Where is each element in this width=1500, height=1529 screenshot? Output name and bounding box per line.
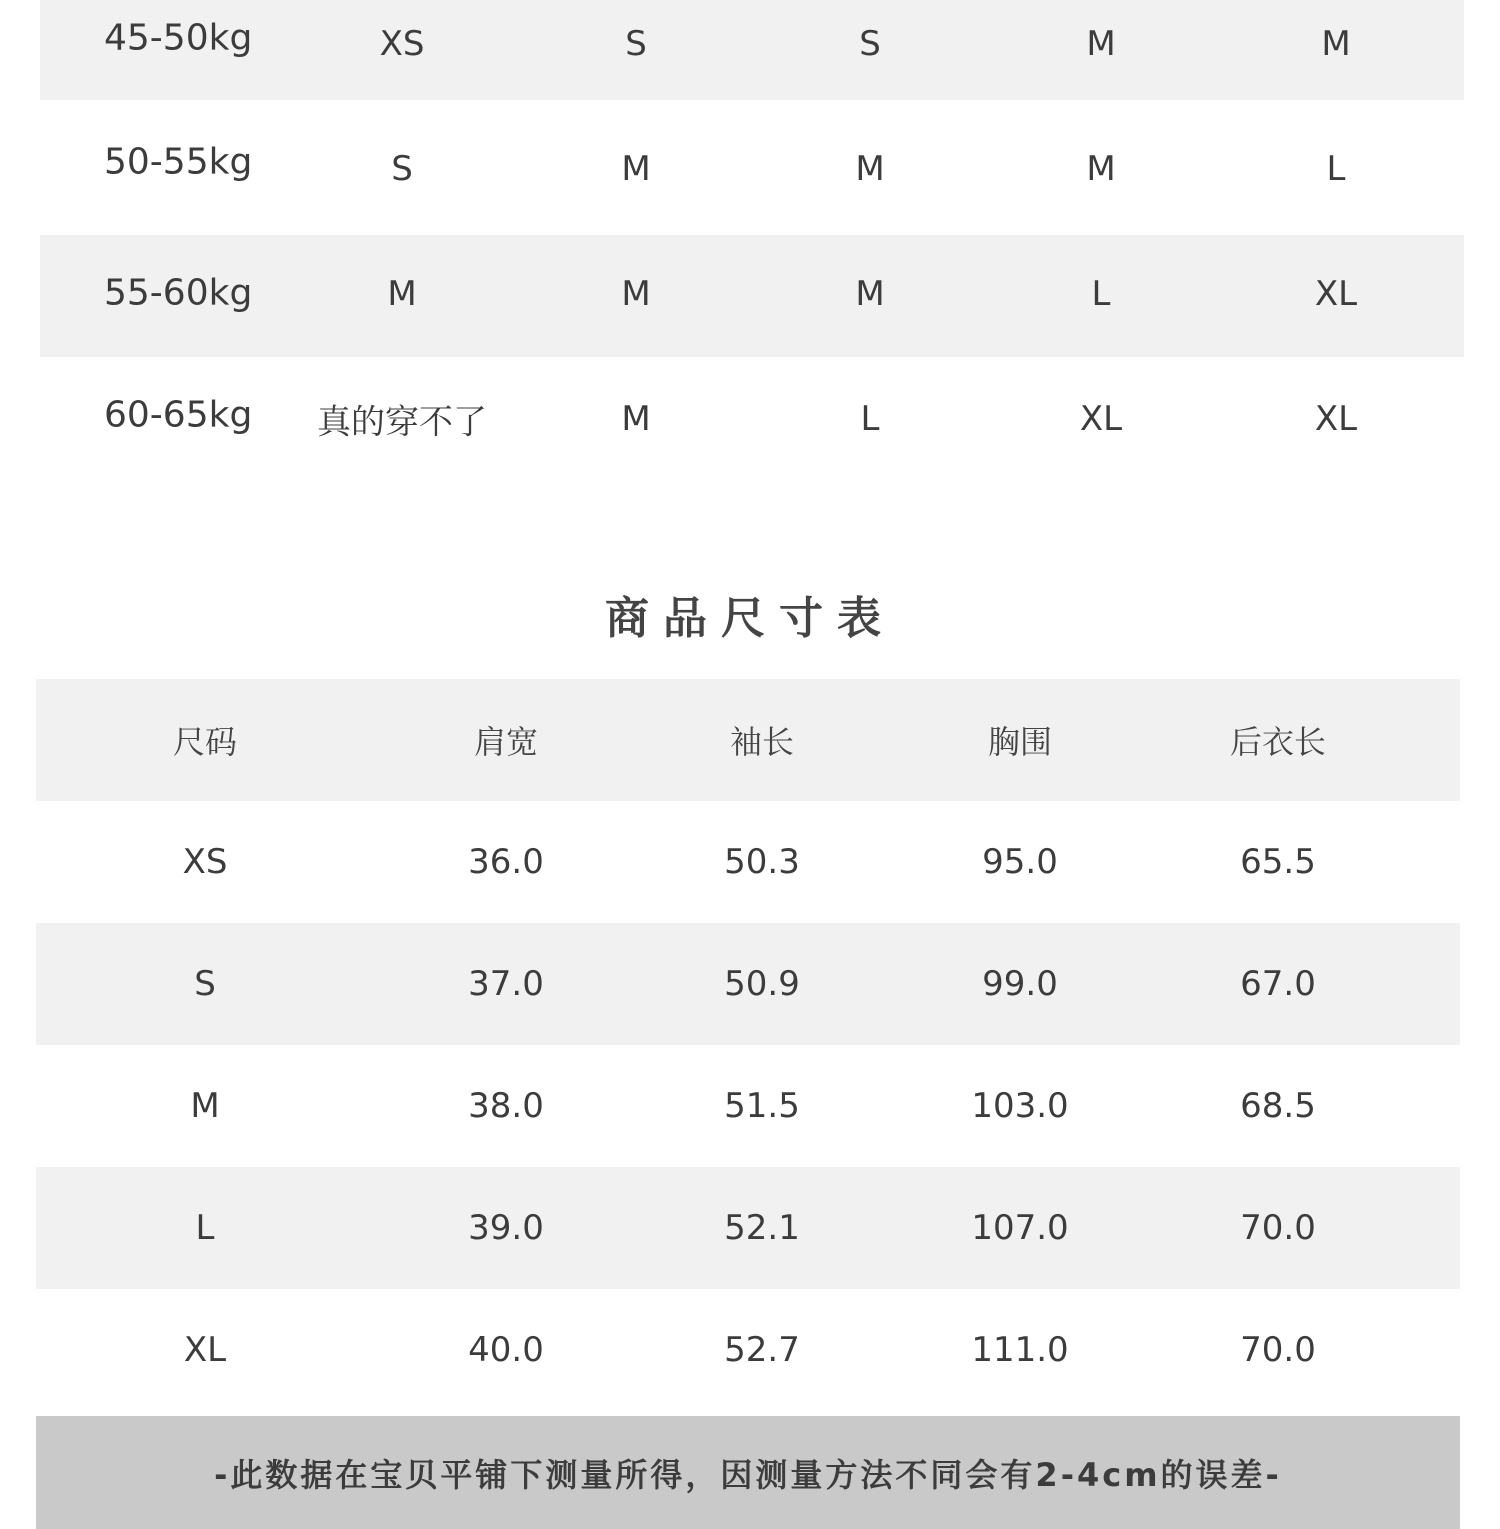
table-row xyxy=(40,235,1464,357)
measurement-cell: 52.1 xyxy=(724,1208,800,1248)
weight-range: 50-55kg xyxy=(104,141,253,183)
size-cell: XL xyxy=(1079,399,1123,439)
measurement-cell: 38.0 xyxy=(468,1086,544,1126)
measurement-note-bar xyxy=(36,1416,1460,1529)
size-label: XL xyxy=(183,1330,227,1370)
size-cell: M xyxy=(855,274,885,314)
size-cell: M xyxy=(621,149,651,189)
size-cell: XS xyxy=(379,24,425,64)
column-header: 袖长 xyxy=(729,723,795,761)
table-row xyxy=(36,1289,1460,1411)
size-recommendation-table xyxy=(40,0,1464,487)
measurement-cell: 50.9 xyxy=(724,964,800,1004)
measurement-cell: 51.5 xyxy=(724,1086,800,1126)
table-row xyxy=(36,1167,1460,1289)
size-cell: M xyxy=(1086,24,1116,64)
table-row xyxy=(36,923,1460,1045)
size-cell: L xyxy=(1326,149,1346,189)
table-row xyxy=(36,1045,1460,1167)
table-row xyxy=(40,0,1464,100)
measurement-cell: 107.0 xyxy=(971,1208,1069,1248)
size-chart-table xyxy=(36,679,1460,1411)
measurement-cell: 50.3 xyxy=(724,842,800,882)
column-header: 尺码 xyxy=(172,723,238,761)
measurement-cell: 52.7 xyxy=(724,1330,800,1370)
column-header: 胸围 xyxy=(987,723,1053,761)
size-chart-title: 商品尺寸表 xyxy=(605,593,895,644)
table-row xyxy=(40,357,1464,487)
size-label: XS xyxy=(182,842,228,882)
weight-range: 55-60kg xyxy=(104,272,253,314)
table-row xyxy=(40,100,1464,235)
size-cell: L xyxy=(1091,274,1111,314)
size-cell: S xyxy=(859,24,881,64)
size-cell: S xyxy=(625,24,647,64)
size-cell: M xyxy=(387,274,417,314)
column-header: 肩宽 xyxy=(473,723,539,761)
measurement-cell: 68.5 xyxy=(1240,1086,1316,1126)
table-row xyxy=(36,801,1460,923)
measurement-cell: 37.0 xyxy=(468,964,544,1004)
measurement-cell: 65.5 xyxy=(1240,842,1316,882)
size-cell: 真的穿不了 xyxy=(317,402,487,443)
size-cell: M xyxy=(855,149,885,189)
size-label: S xyxy=(194,964,216,1004)
measurement-cell: 39.0 xyxy=(468,1208,544,1248)
weight-range: 60-65kg xyxy=(104,394,253,436)
size-cell: L xyxy=(860,399,880,439)
size-cell: S xyxy=(391,149,413,189)
measurement-cell: 67.0 xyxy=(1240,964,1316,1004)
column-header: 后衣长 xyxy=(1229,723,1327,761)
measurement-cell: 111.0 xyxy=(971,1330,1069,1370)
measurement-cell: 70.0 xyxy=(1240,1208,1316,1248)
measurement-note: -此数据在宝贝平铺下测量所得，因测量方法不同会有2-4cm的误差- xyxy=(214,1455,1282,1494)
weight-range: 45-50kg xyxy=(104,17,253,59)
measurement-cell: 99.0 xyxy=(982,964,1058,1004)
measurement-cell: 103.0 xyxy=(971,1086,1069,1126)
measurement-cell: 36.0 xyxy=(468,842,544,882)
table-header-row xyxy=(36,679,1460,801)
size-cell: XL xyxy=(1314,399,1358,439)
measurement-cell: 70.0 xyxy=(1240,1330,1316,1370)
size-cell: M xyxy=(621,274,651,314)
size-cell: XL xyxy=(1314,274,1358,314)
measurement-cell: 95.0 xyxy=(982,842,1058,882)
size-cell: M xyxy=(1086,149,1116,189)
measurement-cell: 40.0 xyxy=(468,1330,544,1370)
size-cell: M xyxy=(1321,24,1351,64)
size-cell: M xyxy=(621,399,651,439)
size-label: L xyxy=(195,1208,215,1248)
size-label: M xyxy=(190,1086,220,1126)
